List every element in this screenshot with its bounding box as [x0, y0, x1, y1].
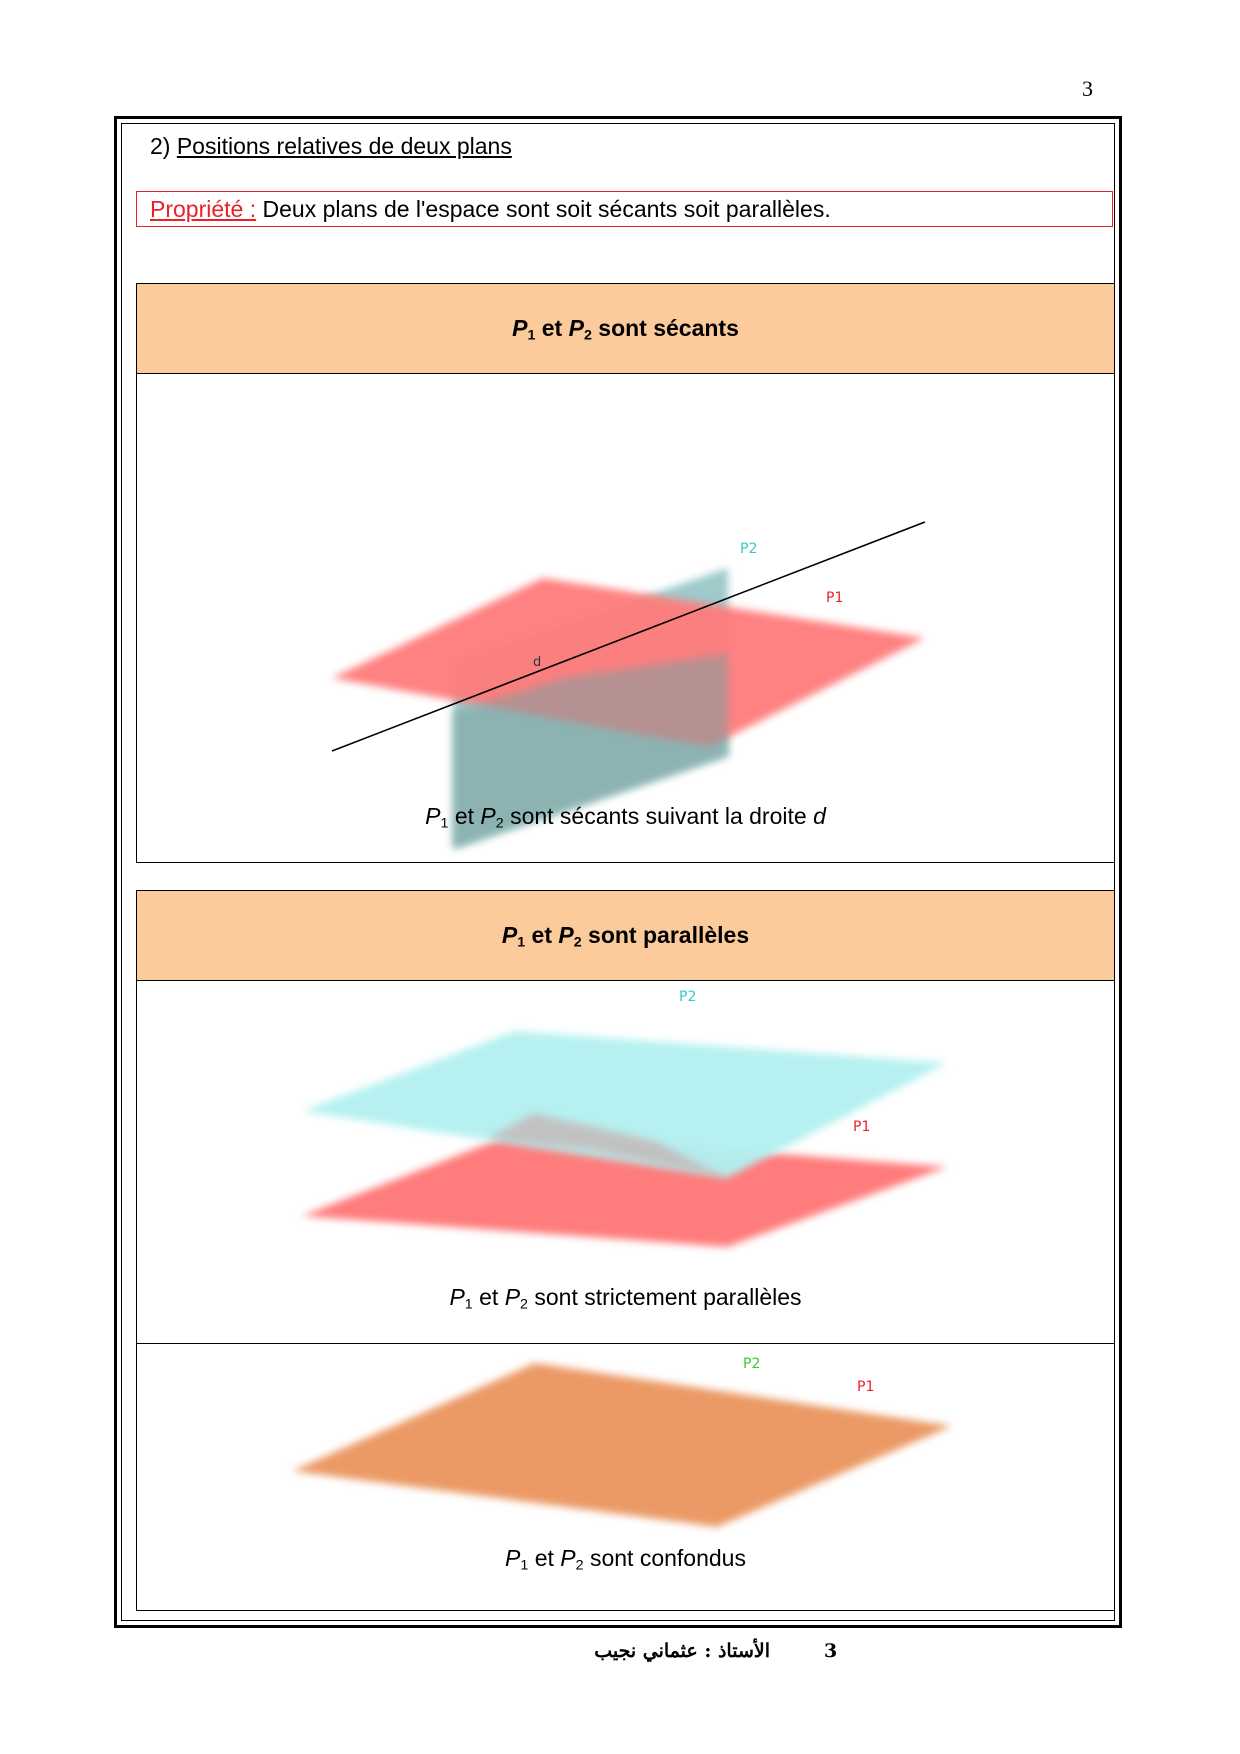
label-p2-strict: P2 — [679, 989, 697, 1005]
secant-card — [136, 283, 1115, 863]
property-box — [136, 191, 1113, 227]
page-number: 3 — [1082, 76, 1093, 101]
strict-parallel-caption: $P_1$ et $P_2$ sont strictement parallèles — [449, 1284, 802, 1313]
footer-author: الأستاذ : عثماني نجيب — [594, 1640, 770, 1662]
plane-coincident — [292, 1363, 952, 1527]
label-p2-coincident: P2 — [743, 1356, 761, 1372]
parallel-planes-figure — [137, 891, 1116, 1612]
section-heading — [150, 133, 512, 160]
label-p1-strict: P1 — [853, 1119, 871, 1135]
parallel-card — [136, 890, 1115, 1611]
label-d: d — [533, 655, 542, 670]
label-p1: P1 — [826, 590, 844, 606]
property-text: Deux plans de l'espace sont soit sécants soit parallèles. — [262, 196, 831, 222]
footer-page-number: 3 — [824, 1640, 838, 1662]
label-p1-coincident: P1 — [857, 1379, 875, 1395]
parallel-card-divider — [137, 1343, 1114, 1344]
secant-card-header: $P_1$ et $P_2$ sont sécants — [137, 284, 1114, 374]
section-title: Positions relatives de deux plans — [176, 133, 512, 159]
property-label: Propriété : — [150, 196, 257, 222]
section-number: 2) — [150, 133, 171, 159]
label-p2: P2 — [740, 541, 758, 557]
secant-planes-figure — [137, 284, 1116, 864]
parallel-card-header: $P_1$ et $P_2$ sont parallèles — [137, 891, 1114, 981]
coincident-caption: $P_1$ et $P_2$ sont confondus — [505, 1545, 746, 1574]
secant-caption: $P_1$ et $P_2$ sont sécants suivant la droite d — [425, 803, 826, 832]
